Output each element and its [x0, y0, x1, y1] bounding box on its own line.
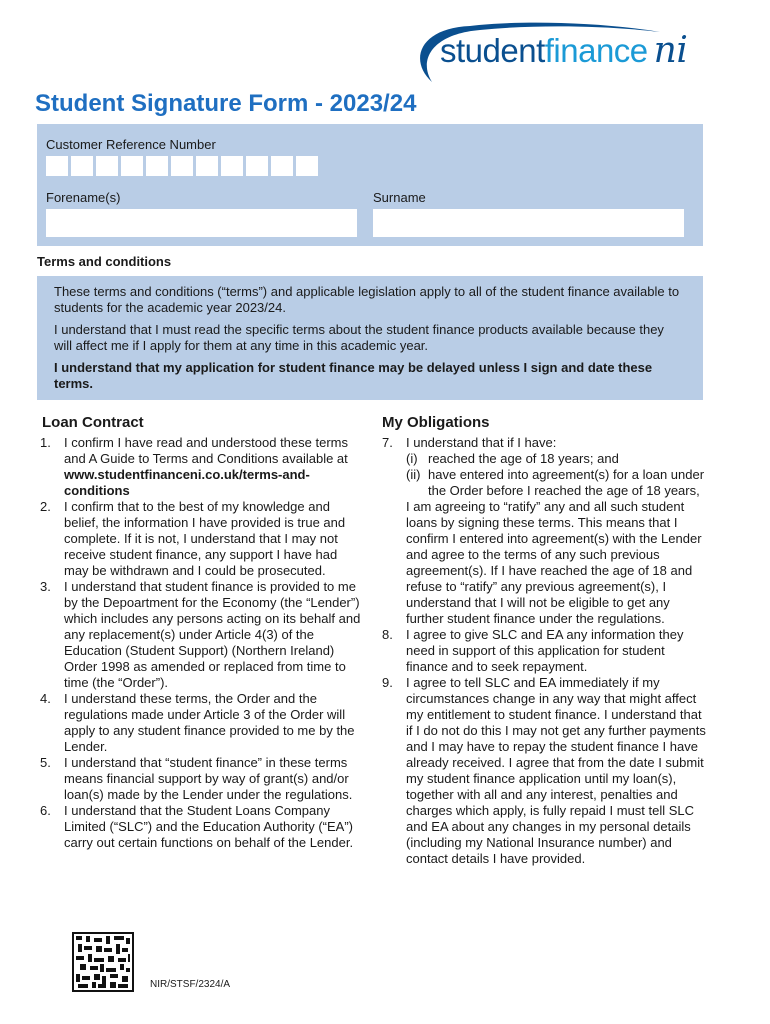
list-item: 6. I understand that the Student Loans Company Limited (“SLC”) and the Education Authority (“EA”) carry out certain functions on behalf of the Lender. — [40, 803, 354, 850]
obligations-list — [382, 435, 707, 867]
surname-field[interactable] — [373, 209, 684, 237]
crn-cell[interactable] — [96, 156, 118, 176]
crn-cell[interactable] — [146, 156, 168, 176]
surname-label: Surname — [373, 190, 426, 205]
list-item: 5. I understand that “student finance” in these terms means financial support by way of grant(s) and/or loan(s) made by the Lender under the regulations. — [40, 755, 353, 802]
crn-label: Customer Reference Number — [46, 137, 216, 152]
barcode-image — [72, 932, 134, 992]
list-item: 7. I understand that if I have: (i) reached the age of 18 years; and (ii) have entered into agreement(s) for a loan under the Order before I reached the age of 18 years, I am agreeing to “ratify” any and all such student loans by signing these terms. This means that I confirm I entered into agreement(s) with the Lender and agree to the terms of any such previous agreement(s). If I have reached the age of 18 and refuse to “ratify” any previous agreement(s), I understand that I will not be eligible to get any further student finance under the regulations. — [382, 435, 707, 627]
list-item: 8. I agree to give SLC and EA any information they need in support of this application for student finance and to seek repayment. — [382, 627, 684, 674]
terms-heading: Terms and conditions — [37, 254, 172, 269]
terms-link[interactable]: www.studentfinanceni.co.uk/terms-and-conditions — [64, 467, 310, 498]
loan-contract-heading: Loan Contract — [42, 414, 144, 431]
form-reference: NIR/STSF/2324/A — [150, 979, 231, 990]
crn-cell[interactable] — [246, 156, 268, 176]
list-item: 4. I understand these terms, the Order and the regulations made under Article 3 of the Order will apply to any student finance provided to me by the Lender. — [40, 691, 355, 754]
sub-item: (ii) have entered into agreement(s) for a loan under the Order before I reached the age of 18 years, — [406, 467, 705, 498]
terms-paragraph-3: I understand that my application for student finance may be delayed unless I sign and date these terms. — [54, 360, 653, 391]
terms-paragraph-1: These terms and conditions (“terms”) and applicable legislation apply to all of the student finance available to students for the academic year 2023/24. — [54, 284, 680, 315]
crn-cell[interactable] — [296, 156, 318, 176]
obligations-heading: My Obligations — [382, 414, 490, 431]
studentfinance-logo: studentfinance ni — [440, 30, 688, 71]
forename-label: Forename(s) — [46, 190, 121, 205]
sub-item: (i) reached the age of 18 years; and — [406, 451, 619, 466]
list-item: 1. I confirm I have read and understood these terms and A Guide to Terms and Conditions available at www.studentfinanceni.co.uk/terms-and-conditions — [40, 435, 348, 498]
crn-cell[interactable] — [121, 156, 143, 176]
list-item: 3. I understand that student finance is provided to me by the Depoartment for the Economy (the “Lender”) which includes any persons acting on its behalf and any replacement(s) under Article 4(3) of the Education (Student Support) (Northern Ireland) Order 1998 as amended or replaced from time to time (the “Order”). — [40, 579, 361, 690]
crn-cell[interactable] — [196, 156, 218, 176]
forename-field[interactable] — [46, 209, 357, 237]
crn-cell[interactable] — [221, 156, 243, 176]
crn-input-cells[interactable] — [46, 156, 318, 176]
terms-panel — [37, 276, 703, 400]
crn-cell[interactable] — [71, 156, 93, 176]
crn-cell[interactable] — [271, 156, 293, 176]
page-title: Student Signature Form - 2023/24 — [35, 90, 417, 117]
terms-paragraph-2: I understand that I must read the specific terms about the student finance products available because they will affect me if I apply for them at any time in this academic year. — [54, 322, 664, 353]
crn-cell[interactable] — [171, 156, 193, 176]
list-item: 2. I confirm that to the best of my knowledge and belief, the information I have provided is true and complete. If it is not, I understand that I may not receive student finance, any support I have had may be withdrawn and I could be prosecuted. — [40, 499, 346, 578]
loan-contract-list — [40, 435, 365, 851]
list-item: 9. I agree to tell SLC and EA immediately if my circumstances change in any way that might affect my entitlement to student finance. I understand that if I do not do this I may not get any further payments and I may have to repay the student finance I have already received. I agree that from the date I submit my student finance application until my loan(s), together with all and any interest, penalties and charges which apply, is fully repaid I must tell SLC and EA about any changes in my personal details (including my National Insurance number) and contact details I have provided. — [382, 675, 706, 866]
crn-cell[interactable] — [46, 156, 68, 176]
